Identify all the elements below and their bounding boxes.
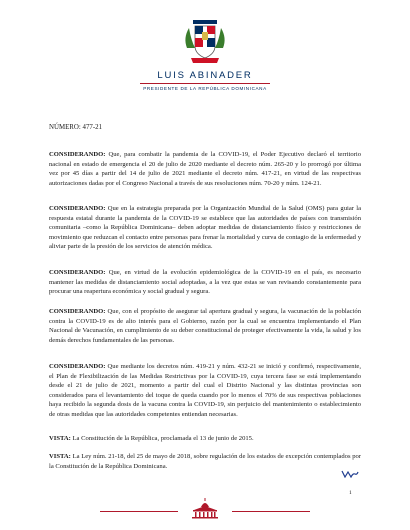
considerando-paragraph [49,268,361,297]
paragraph-lead: CONSIDERANDO: [49,205,106,212]
signature-initial-icon [341,469,359,478]
footer-divider-right [232,511,310,512]
paragraph-text: La Constitución de la República, proclamada el 13 de junio de 2015. [70,435,254,442]
paragraph-text: Que en la estrategia preparada por la Organización Mundial de la Salud (OMS) para guiar la respuesta estatal durante la pandemia de la COVID-19 se establece que las autoridades de países con transmisión comunitaria –como la República Dominicana– deben adoptar medidas de distanciamiento físico y restricciones de movimiento que reduzcan el contacto entre personas para frenar la mortalidad y curva de contagio de la enfermedad y aliviar parte de la presión de los servicios de atención médica. [49,205,361,251]
paragraph-text: Que, en virtud de la evolución epidemiológica de la COVID-19 en el país, es necesario mantener las medidas de distanciamiento social adoptadas, a la vez que estas se van revisando constantemente para procurar una reapertura económica y social gradual y segura. [49,269,361,296]
paragraph-lead: CONSIDERANDO: [49,308,106,315]
header-divider [140,83,270,84]
paragraph-lead: VISTA: [49,435,71,442]
considerando-paragraph [49,204,361,252]
paragraph-lead: CONSIDERANDO: [49,151,106,158]
paragraph-lead: CONSIDERANDO: [49,363,106,370]
president-name: LUIS ABINADER [157,70,253,81]
paragraph-text: Que mediante los decretos núm. 419-21 y núm. 432-21 se inició y confirmó, respectivamente, el Plan de Flexibilización de las Medidas Restrictivas por la COVID-19, cuya tercera fase se está implementando desde el 21 de julio de 2021, momento a partir del cual el Distrito Nacional y las distintas provincias son considerados para el levantamiento del toque de queda cuando por lo menos el 70% de sus respectivas poblaciones haya recibido la segunda dosis de la vacuna contra la COVID-19, sin perjuicio del mantenimiento o establecimiento de otras medidas que las autoridades competentes entiendan necesarias. [49,363,361,418]
considerando-paragraph [49,307,361,345]
paragraph-text: Que, para combatir la pandemia de la COVID-19, el Poder Ejecutivo declaró el territorio nacional en estado de emergencia el 20 de julio de 2020 mediante el decreto núm. 265-20 y lo prorrogó por última vez por 45 días a partir del 14 de julio de 2021 mediante el decreto núm. 417-21, en virtud de las respectivas autorizaciones dadas por el Congreso Nacional a través de sus resoluciones núm. 70-20 y núm. 124-21. [49,151,361,187]
page-number: 1 [349,490,352,496]
paragraph-lead: VISTA: [49,453,71,460]
footer-divider-left [100,511,178,512]
considerando-paragraph [49,150,361,188]
vista-paragraph [49,434,361,444]
decree-number: NÚMERO: 477-21 [49,124,103,131]
vista-paragraph [49,452,361,471]
national-palace-icon [188,498,222,520]
paragraph-lead: CONSIDERANDO: [49,269,106,276]
president-title: PRESIDENTE DE LA REPÚBLICA DOMINICANA [143,86,267,91]
paragraph-text: La Ley núm. 21-18, del 25 de mayo de 2018, sobre regulación de los estados de excepción contemplados por la Constitución de la República Dominicana. [49,453,361,470]
paragraph-text: Que, con el propósito de asegurar tal apertura gradual y segura, la vacunación de la población contra la COVID-19 es de alto interés para el Gobierno, razón por la cual se encuentra implementando el Plan Nacional de Vacunación, en cumplimiento de su deber constitucional de proteger efectivamente la vida, la salud y los demás derechos fundamentales de las personas. [49,308,361,344]
considerando-paragraph [49,362,361,420]
coat-of-arms-icon [183,18,227,66]
